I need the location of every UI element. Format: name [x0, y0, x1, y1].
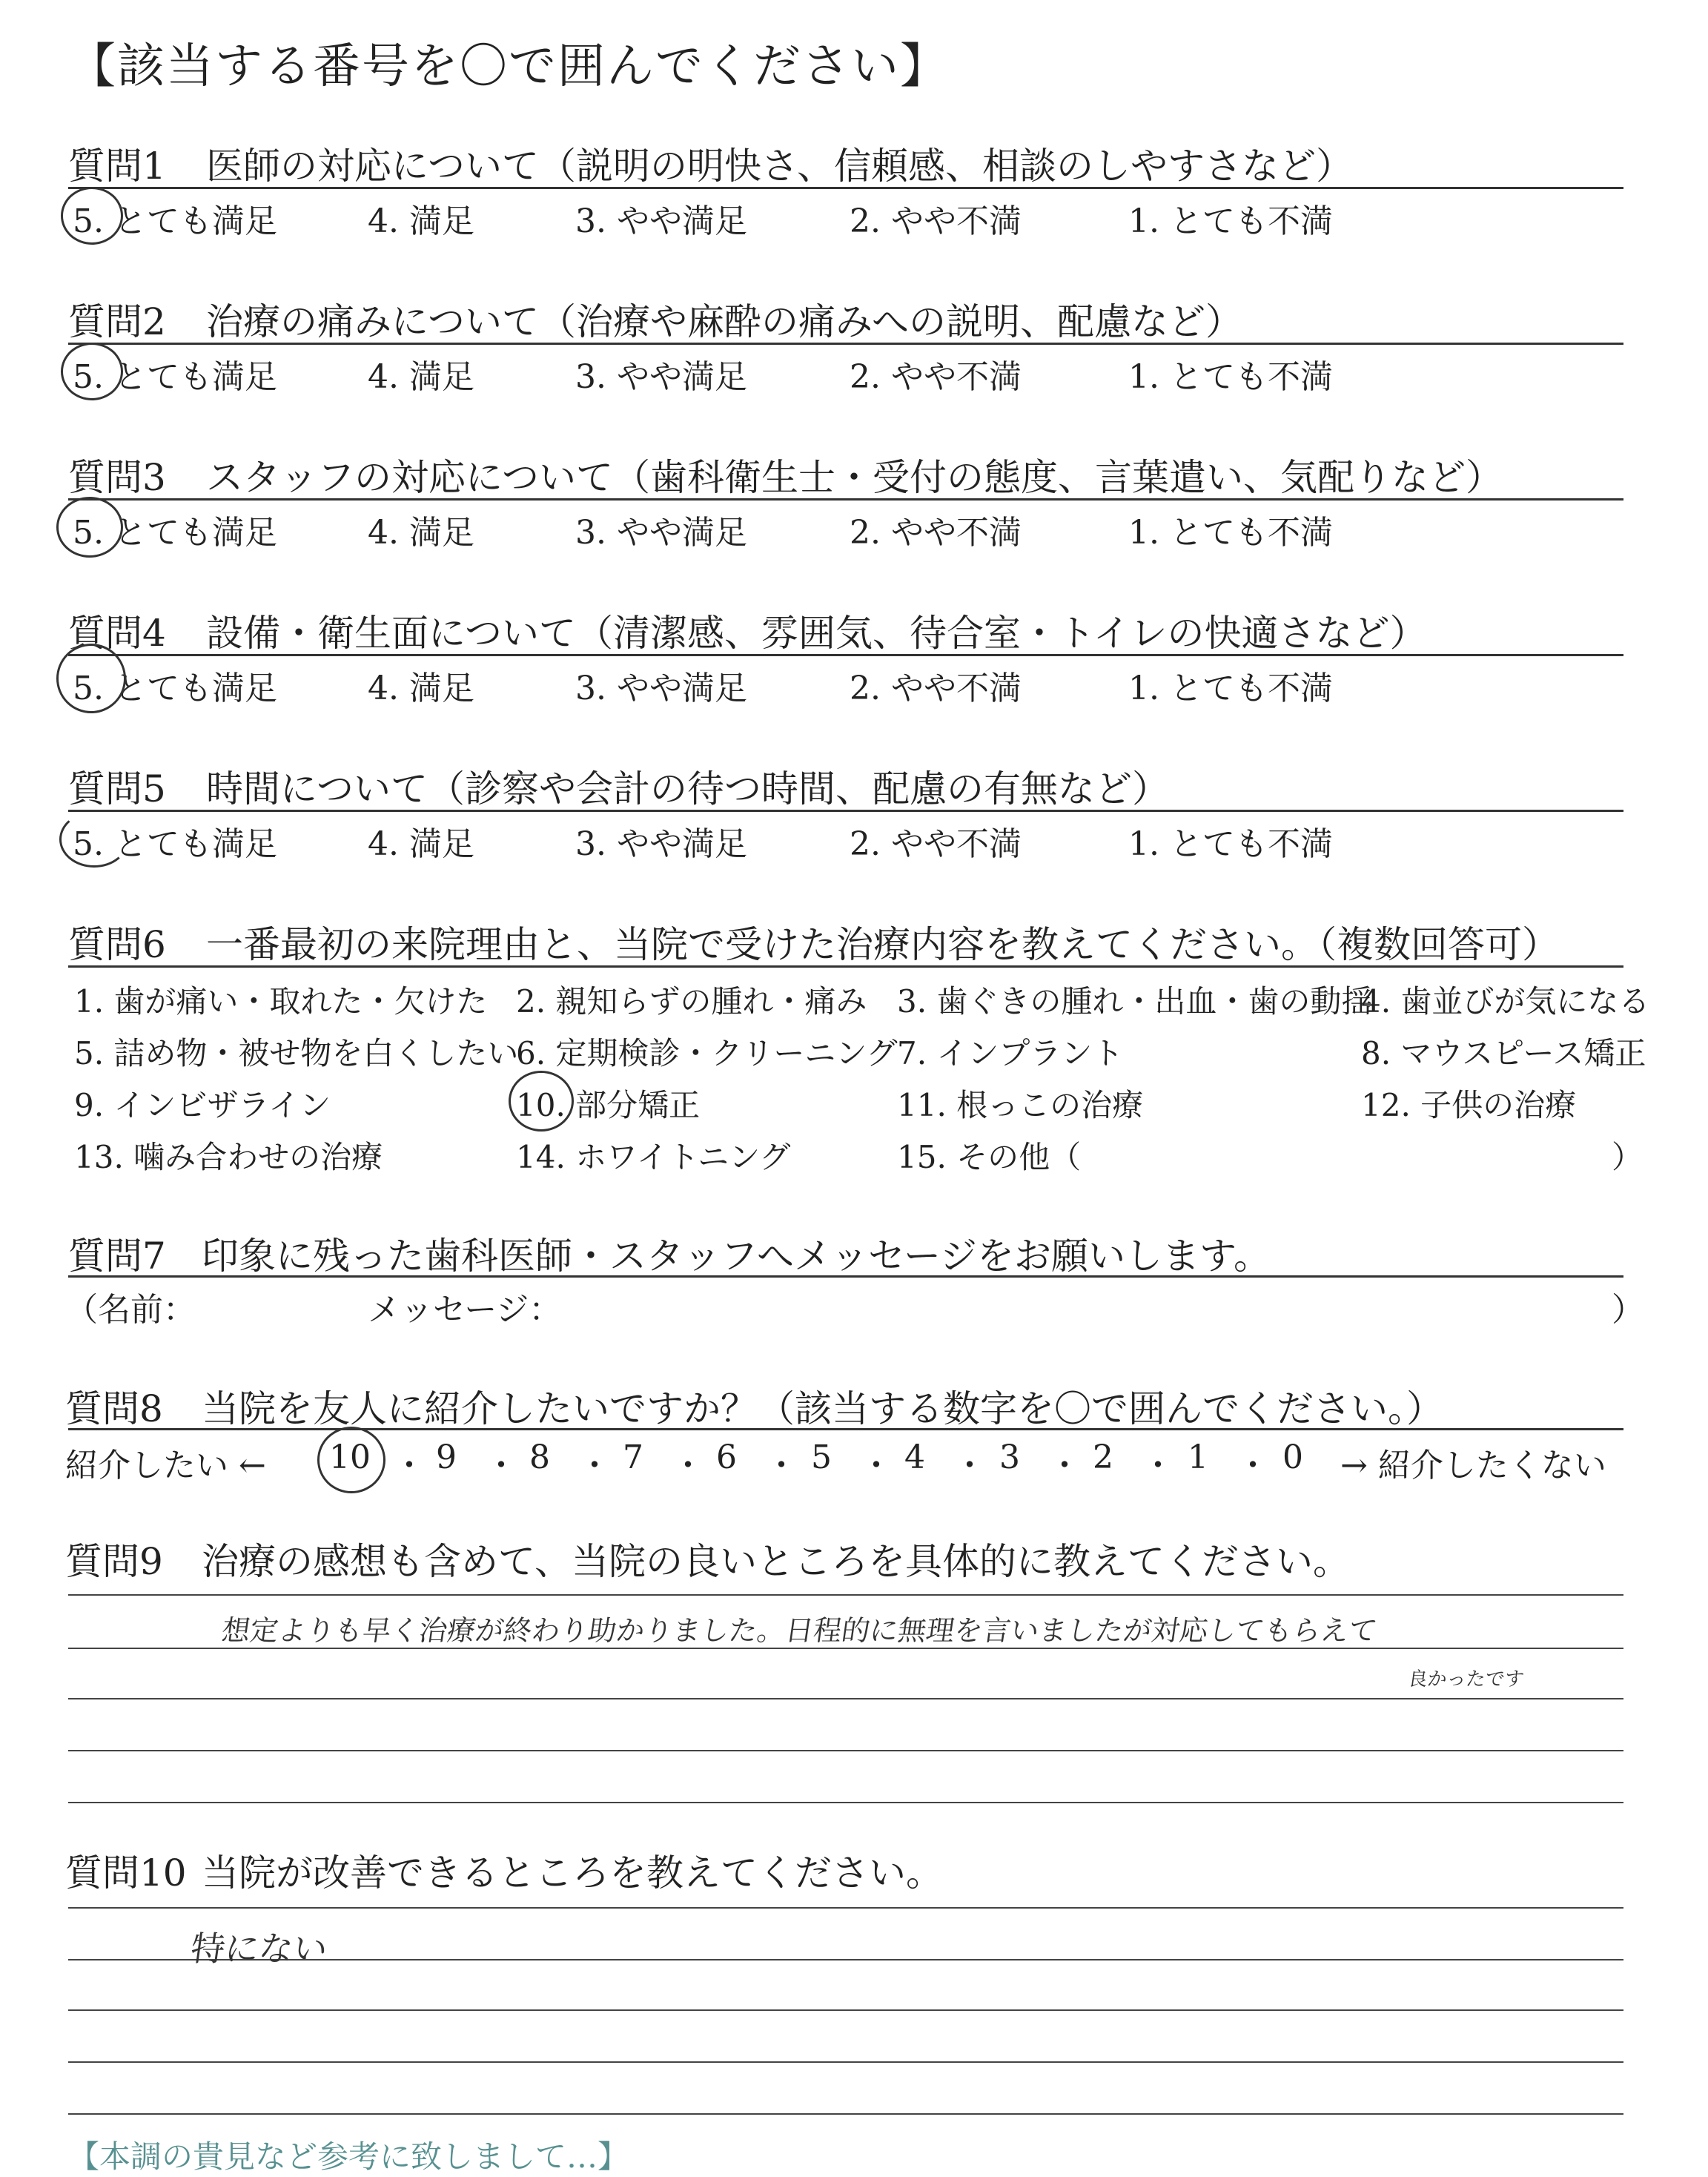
q8-scale-7[interactable]: 7: [623, 1438, 643, 1476]
q8-separator: ・: [953, 1447, 986, 1484]
q2-option-1[interactable]: 1. とても不満: [1128, 358, 1333, 396]
question-10-label: 質問10: [65, 1851, 187, 1894]
q5-option-3[interactable]: 3. やや満足: [575, 825, 747, 863]
q8-separator: ・: [1237, 1447, 1269, 1484]
q2-selection-circle: [61, 343, 123, 400]
q10-handwritten-answer: 特にない: [188, 1929, 331, 1969]
q5-selection-circle: [59, 811, 129, 868]
q1-option-2[interactable]: 2. やや不満: [850, 202, 1022, 240]
q5-option-4[interactable]: 4. 満足: [368, 825, 474, 863]
q8-separator: ・: [578, 1447, 611, 1484]
q8-separator: ・: [765, 1447, 798, 1484]
question-8-rule: [68, 1428, 1623, 1430]
question-5-rule: [68, 810, 1623, 812]
q6-option-15[interactable]: 15. その他（: [897, 1139, 1082, 1175]
q1-option-3[interactable]: 3. やや満足: [575, 202, 747, 240]
q8-scale-6[interactable]: 6: [716, 1438, 737, 1476]
q8-scale-1[interactable]: 1: [1188, 1438, 1208, 1476]
q8-separator: ・: [860, 1447, 893, 1484]
question-2-label: 質問2: [68, 300, 166, 343]
question-1-text: 医師の対応について（説明の明快さ、信頼感、相談のしやすさなど）: [206, 145, 1353, 188]
q9-handwritten-answer-line2: 良かったです: [1406, 1668, 1526, 1691]
q4-selection-circle: [56, 644, 126, 713]
q10-answer-line: [68, 2113, 1623, 2115]
q8-separator: ・: [1048, 1447, 1081, 1484]
question-4-text: 設備・衛生面について（清潔感、雰囲気、待合室・トイレの快適さなど）: [206, 612, 1427, 655]
q4-option-1[interactable]: 1. とても不満: [1128, 670, 1333, 707]
q9-answer-line: [68, 1802, 1623, 1803]
q6-option-11[interactable]: 11. 根っこの治療: [897, 1087, 1144, 1123]
question-6-rule: [68, 965, 1623, 968]
q5-option-2[interactable]: 2. やや不満: [850, 825, 1022, 863]
q10-answer-line: [68, 1907, 1623, 1909]
q9-answer-line: [68, 1750, 1623, 1751]
q6-option-1[interactable]: 1. 歯が痛い・取れた・欠けた: [74, 983, 488, 1020]
question-10-text: 当院が改善できるところを教えてください。: [202, 1851, 943, 1894]
question-5-label: 質問5: [68, 767, 166, 810]
q2-option-2[interactable]: 2. やや不満: [850, 358, 1022, 396]
q6-option-10[interactable]: 10. 部分矯正: [516, 1087, 701, 1123]
q8-scale-9[interactable]: 9: [436, 1438, 457, 1476]
q6-option-9[interactable]: 9. インビザライン: [74, 1087, 331, 1123]
question-7-rule: [68, 1275, 1623, 1278]
q6-option-12[interactable]: 12. 子供の治療: [1361, 1087, 1577, 1123]
question-1-rule: [68, 187, 1623, 189]
question-7-label: 質問7: [68, 1235, 166, 1278]
q1-option-1[interactable]: 1. とても不満: [1128, 202, 1333, 240]
question-8-text: 当院を友人に紹介したいですか？（該当する数字を〇で囲んでください。）: [202, 1387, 1443, 1430]
question-6-label: 質問6: [68, 923, 166, 966]
q3-selection-circle: [56, 497, 123, 558]
q6-option-4[interactable]: 4. 歯並びが気になる: [1361, 983, 1650, 1020]
q4-option-4[interactable]: 4. 満足: [368, 670, 474, 707]
q8-scale-0[interactable]: 0: [1282, 1438, 1303, 1476]
q8-separator: ・: [393, 1447, 426, 1484]
q9-answer-line: [68, 1594, 1623, 1596]
question-4-label: 質問4: [68, 612, 166, 655]
q4-option-2[interactable]: 2. やや不満: [850, 670, 1022, 707]
q7-name-label: （名前：: [65, 1291, 196, 1329]
q8-scale-8[interactable]: 8: [529, 1438, 550, 1476]
question-9-text: 治療の感想も含めて、当院の良いところを具体的に教えてください。: [202, 1540, 1350, 1583]
question-1-label: 質問1: [68, 145, 166, 188]
q10-answer-line: [68, 2009, 1623, 2011]
q5-option-5[interactable]: 5. とても満足: [73, 825, 277, 863]
q3-option-3[interactable]: 3. やや満足: [575, 514, 747, 552]
q3-option-5[interactable]: 5. とても満足: [73, 514, 277, 552]
q6-option-13[interactable]: 13. 噛み合わせの治療: [74, 1139, 383, 1175]
q6-option-3[interactable]: 3. 歯ぐきの腫れ・出血・歯の動揺: [897, 983, 1373, 1020]
question-7-text: 印象に残った歯科医師・スタッフへメッセージをお願いします。: [202, 1235, 1271, 1278]
q2-option-3[interactable]: 3. やや満足: [575, 358, 747, 396]
q2-option-4[interactable]: 4. 満足: [368, 358, 474, 396]
q5-option-1[interactable]: 1. とても不満: [1128, 825, 1333, 863]
q8-left-label: 紹介したい ←: [65, 1447, 266, 1484]
q9-answer-line: [68, 1698, 1623, 1699]
q4-option-3[interactable]: 3. やや満足: [575, 670, 747, 707]
q6-option-8[interactable]: 8. マウスピース矯正: [1361, 1035, 1646, 1071]
q7-message-label: メッセージ：: [368, 1291, 562, 1329]
question-3-rule: [68, 498, 1623, 501]
q8-selection-circle: [317, 1427, 385, 1493]
q8-scale-2[interactable]: 2: [1093, 1438, 1113, 1476]
q8-right-label: → 紹介したくない: [1340, 1447, 1606, 1484]
question-3-text: スタッフの対応について（歯科衛生士・受付の態度、言葉遣い、気配りなど）: [206, 456, 1503, 499]
q8-scale-10[interactable]: 10: [329, 1438, 371, 1476]
q8-scale-5[interactable]: 5: [811, 1438, 832, 1476]
q6-option-7[interactable]: 7. インプラント: [897, 1035, 1124, 1071]
q6-other-close: ）: [1612, 1139, 1644, 1175]
q9-handwritten-answer-line1: 想定よりも早く治療が終わり助かりました。日程的に無理を言いましたが対応してもらえて: [219, 1614, 1380, 1647]
q8-separator: ・: [485, 1447, 517, 1484]
q1-option-4[interactable]: 4. 満足: [368, 202, 474, 240]
q6-option-14[interactable]: 14. ホワイトニング: [516, 1139, 791, 1175]
q3-option-1[interactable]: 1. とても不満: [1128, 514, 1333, 552]
question-4-rule: [68, 654, 1623, 656]
question-9-label: 質問9: [65, 1540, 163, 1583]
question-2-text: 治療の痛みについて（治療や麻酔の痛みへの説明、配慮など）: [206, 300, 1242, 343]
page-title: 【該当する番号を〇で囲んでください】: [68, 39, 949, 94]
q2-option-5[interactable]: 5. とても満足: [73, 358, 277, 396]
q1-selection-circle: [61, 187, 123, 245]
q6-option-5[interactable]: 5. 詰め物・被せ物を白くしたい: [74, 1035, 519, 1071]
q6-option-2[interactable]: 2. 親知らずの腫れ・痛み: [516, 983, 867, 1020]
q8-scale-4[interactable]: 4: [904, 1438, 925, 1476]
q1-option-5[interactable]: 5. とても満足: [73, 202, 277, 240]
q8-scale-3[interactable]: 3: [999, 1438, 1020, 1476]
q4-option-5[interactable]: 5. とても満足: [73, 670, 277, 707]
q8-separator: ・: [1142, 1447, 1174, 1484]
q3-option-4[interactable]: 4. 満足: [368, 514, 474, 552]
q6-option-6[interactable]: 6. 定期検診・クリーニング: [516, 1035, 898, 1071]
q10-answer-line: [68, 2061, 1623, 2063]
footer-fragment: 【本調の貴見など参考に致しまして…】: [68, 2138, 629, 2175]
question-3-label: 質問3: [68, 456, 166, 499]
question-6-text: 一番最初の来院理由と、当院で受けた治療内容を教えてください。（複数回答可）: [206, 923, 1559, 966]
question-8-label: 質問8: [65, 1387, 163, 1430]
q6-selection-circle: [509, 1071, 574, 1132]
q3-option-2[interactable]: 2. やや不満: [850, 514, 1022, 552]
question-5-text: 時間について（診察や会計の待つ時間、配慮の有無など）: [206, 767, 1169, 810]
q8-separator: ・: [672, 1447, 704, 1484]
question-2-rule: [68, 343, 1623, 345]
q7-close-paren: ）: [1612, 1291, 1644, 1329]
